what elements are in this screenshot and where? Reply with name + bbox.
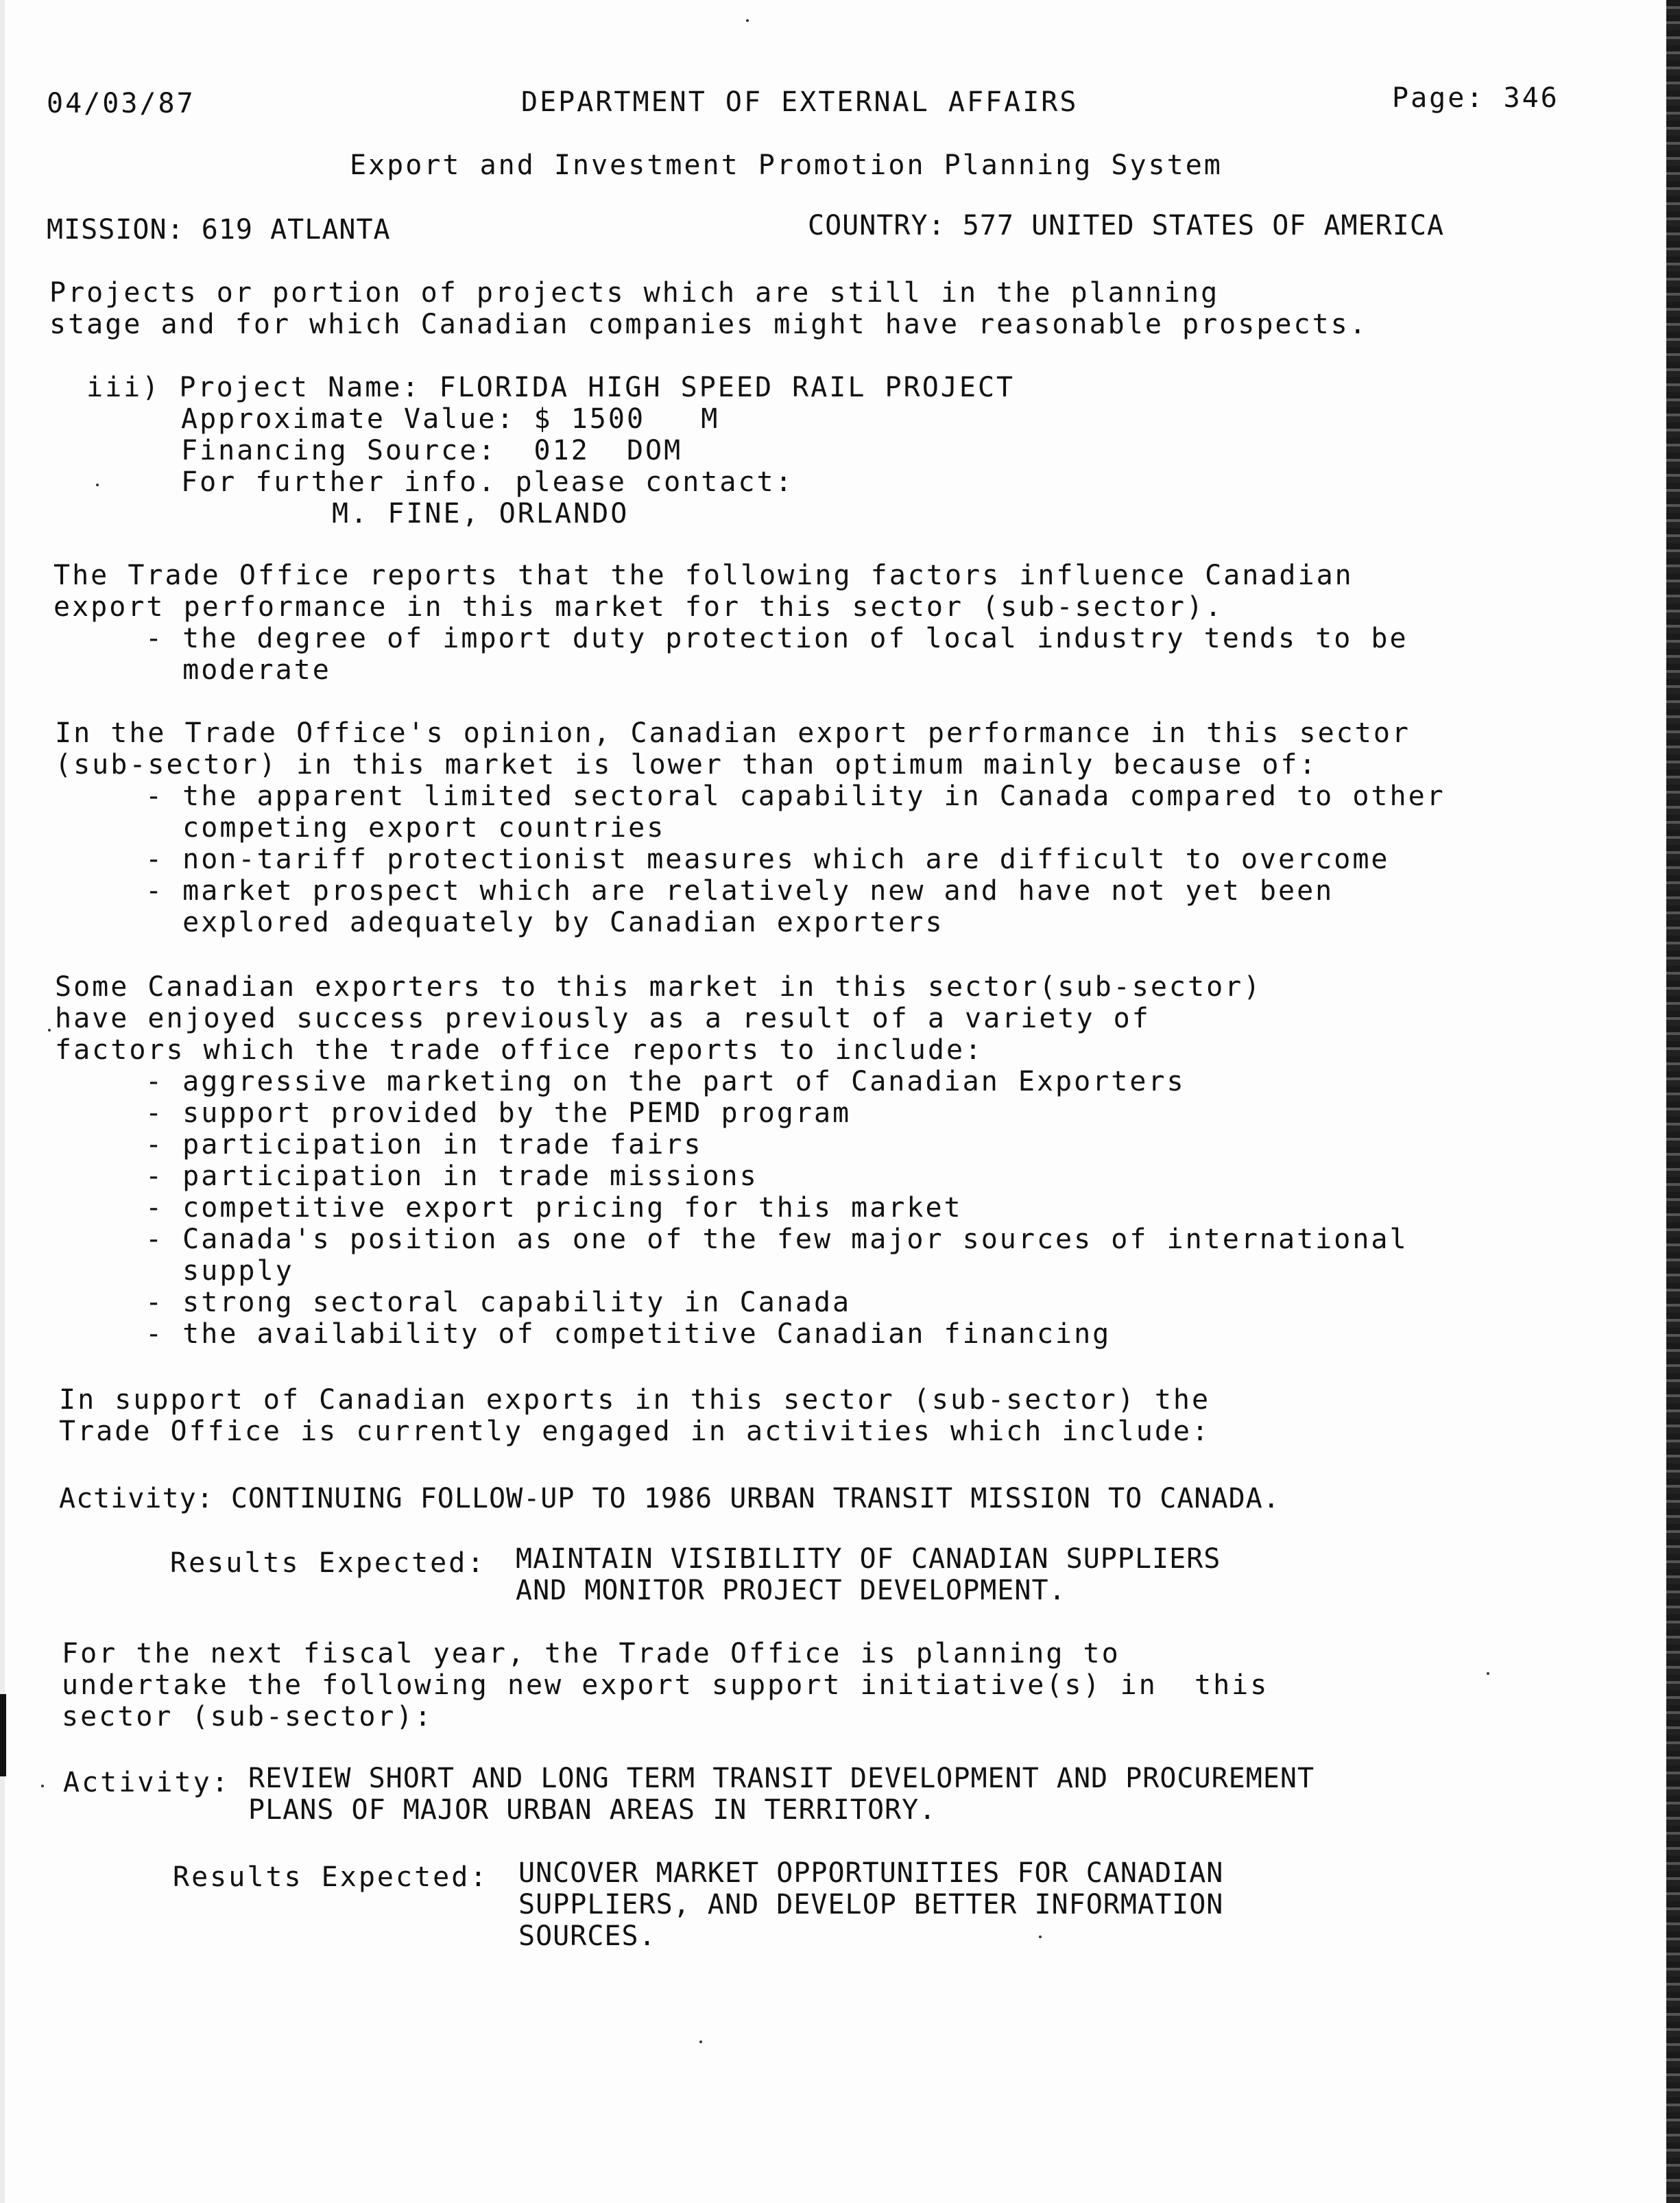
opinion-bullet: - the apparent limited sectoral capability in Canada compared to other <box>145 781 1445 812</box>
next-year-line: For the next fiscal year, the Trade Office is planning to <box>62 1638 1120 1669</box>
planned-activity-line: REVIEW SHORT AND LONG TERM TRANSIT DEVELOPMENT AND PROCUREMENT <box>248 1763 1315 1794</box>
scan-binding-mark <box>0 1694 6 1776</box>
current-results-line: MAINTAIN VISIBILITY OF CANADIAN SUPPLIERS <box>516 1543 1221 1575</box>
success-bullet: - Canada's position as one of the few major sources of international <box>145 1224 1408 1255</box>
success-bullet: - aggressive marketing on the part of Canadian Exporters <box>145 1066 1186 1097</box>
project-name-line: iii) Project Name: FLORIDA HIGH SPEED RAIL PROJECT <box>86 372 1016 403</box>
factors-bullet: - the degree of import duty protection of local industry tends to be <box>145 623 1408 654</box>
success-line: factors which the trade office reports to include: <box>55 1034 984 1066</box>
scan-right-edge <box>1666 0 1680 2203</box>
current-activity: Activity: CONTINUING FOLLOW-UP TO 1986 URBAN TRANSIT MISSION TO CANADA. <box>59 1483 1280 1514</box>
factors-line: The Trade Office reports that the following factors influence Canadian <box>53 560 1354 591</box>
success-bullet: - the availability of competitive Canadian financing <box>145 1318 1112 1350</box>
country-line: COUNTRY: 577 UNITED STATES OF AMERICA <box>808 210 1445 241</box>
planned-activity-label: Activity: <box>63 1767 230 1798</box>
intro-line: stage and for which Canadian companies might have reasonable prospects. <box>49 309 1368 340</box>
opinion-line: (sub-sector) in this market is lower than optimum mainly because of: <box>55 749 1318 781</box>
success-bullet: - support provided by the PEMD program <box>145 1097 852 1129</box>
opinion-line: In the Trade Office's opinion, Canadian export performance in this sector <box>55 717 1411 749</box>
success-line: have enjoyed success previously as a result of a variety of <box>55 1003 1151 1034</box>
factors-line: export performance in this market for this sector (sub-sector). <box>53 591 1224 623</box>
success-bullet: - participation in trade fairs <box>145 1129 703 1160</box>
department-title: DEPARTMENT OF EXTERNAL AFFAIRS <box>521 86 1079 118</box>
planned-results-line: SUPPLIERS, AND DEVELOP BETTER INFORMATION <box>518 1889 1224 1920</box>
success-bullet: - participation in trade missions <box>145 1160 758 1192</box>
support-line: Trade Office is currently engaged in activities which include: <box>59 1416 1211 1447</box>
support-line: In support of Canadian exports in this sector (sub-sector) the <box>59 1384 1211 1416</box>
success-line: Some Canadian exporters to this market in this sector(sub-sector) <box>55 971 1262 1003</box>
success-bullet: supply <box>145 1255 294 1287</box>
mission-line: MISSION: 619 ATLANTA <box>47 214 391 246</box>
next-year-line: undertake the following new export support initiative(s) in this <box>62 1669 1269 1701</box>
current-results-label: Results Expected: <box>170 1547 486 1579</box>
factors-bullet: moderate <box>145 654 331 686</box>
planned-results-line: UNCOVER MARKET OPPORTUNITIES FOR CANADIAN <box>518 1857 1224 1889</box>
current-results-line: AND MONITOR PROJECT DEVELOPMENT. <box>516 1575 1066 1606</box>
opinion-bullet: - market prospect which are relatively new and have not yet been <box>145 875 1334 907</box>
planned-results-line: SOURCES. <box>518 1920 656 1952</box>
project-financing-line: Financing Source: 012 DOM <box>181 435 683 466</box>
planned-activity-line: PLANS OF MAJOR URBAN AREAS IN TERRITORY. <box>248 1794 937 1826</box>
planned-results-label: Results Expected: <box>173 1861 489 1893</box>
opinion-bullet: - non-tariff protectionist measures which are difficult to overcome <box>145 844 1390 875</box>
page-number: Page: 346 <box>1392 82 1559 114</box>
scan-left-edge <box>0 0 5 2203</box>
success-bullet: - strong sectoral capability in Canada <box>145 1287 852 1318</box>
success-bullet: - competitive export pricing for this market <box>145 1192 963 1224</box>
system-title: Export and Investment Promotion Planning System <box>350 150 1223 181</box>
next-year-line: sector (sub-sector): <box>62 1701 433 1732</box>
intro-line: Projects or portion of projects which are still in the planning <box>49 277 1220 309</box>
project-value-line: Approximate Value: $ 1500 M <box>181 403 720 435</box>
report-date: 04/03/87 <box>47 88 195 119</box>
opinion-bullet: explored adequately by Canadian exporters <box>145 907 944 938</box>
project-contact: M. FINE, ORLANDO <box>332 498 629 529</box>
project-contact-label: For further info. please contact: <box>181 466 794 498</box>
opinion-bullet: competing export countries <box>145 812 666 844</box>
